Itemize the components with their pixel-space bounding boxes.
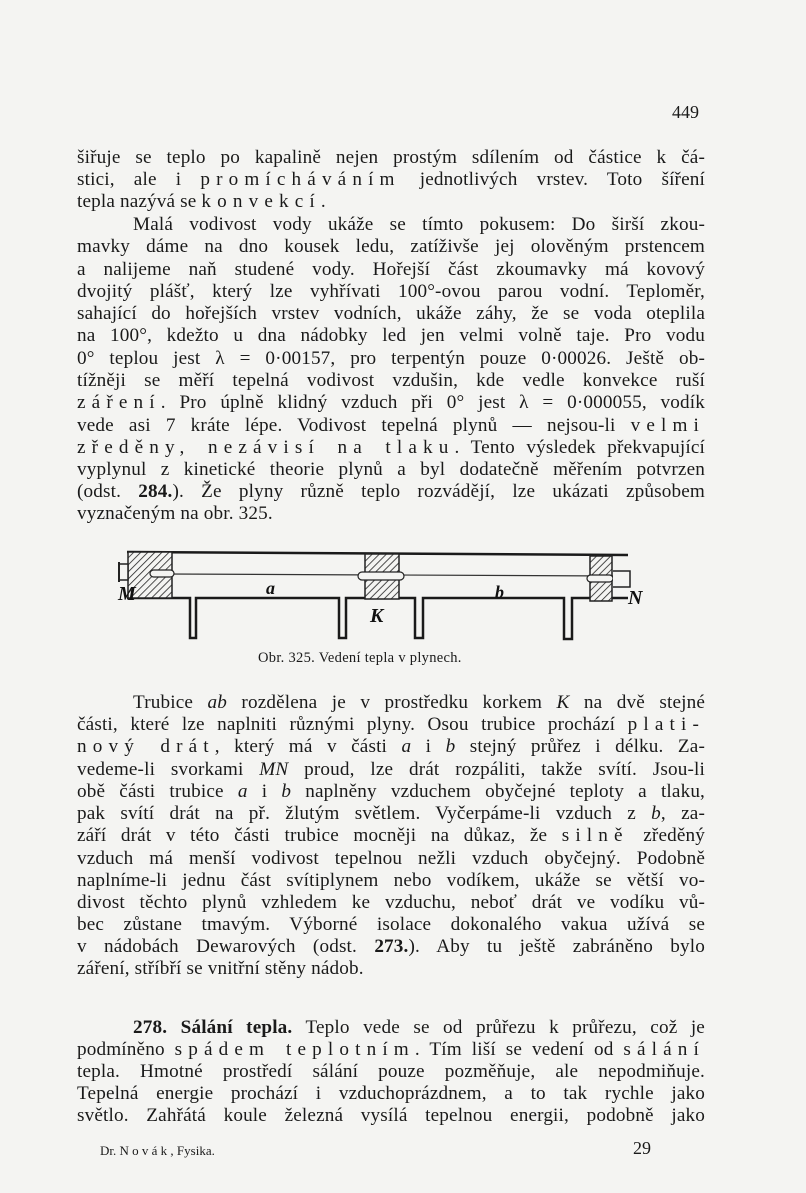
italic-symbol: a	[237, 781, 248, 802]
text-run: a nalijeme naň studené vody. Hořejší část zkoumavky má kovový	[77, 259, 705, 280]
text-run: zředěný	[628, 825, 706, 846]
text-run: vyznačeným na obr. 325.	[77, 503, 273, 524]
text-run: šiřuje se teplo po kapalině nejen prostým sdílením od částice k čá-	[77, 147, 705, 168]
text-run: i	[411, 736, 446, 757]
text-run: tepla nazývá se	[77, 191, 202, 212]
spaced-emphasis: velmi	[630, 415, 705, 436]
spaced-emphasis: silně	[561, 825, 629, 846]
text-line	[77, 348, 705, 370]
terminal-N	[613, 571, 630, 587]
text-line	[77, 1083, 705, 1105]
footer-author-name: Novák	[119, 1143, 171, 1158]
text-run: , který má v části	[214, 736, 402, 757]
text-line	[77, 1061, 705, 1083]
text-line	[77, 415, 705, 437]
text-run: divost těchto plynů vzhledem ke vzduchu, neboť drát ve vodíku vů-	[77, 892, 705, 913]
text-line	[77, 191, 705, 213]
text-line	[77, 736, 705, 758]
text-line	[77, 759, 705, 781]
text-run: bec zůstane tmavým. Výborné isolace dokonalého vakua užívá se	[77, 914, 705, 935]
text-line	[133, 1017, 705, 1039]
text-line	[77, 481, 705, 503]
text-run: 0° teplou jest λ = 0·00157, pro terpentýn pouze 0·00026. Ještě ob-	[77, 348, 705, 369]
text-run: dvojitý plášť, který lze vyhřívati 100°-ovou parou vodní. Teploměr,	[77, 281, 705, 302]
label-a: a	[266, 578, 275, 598]
text-run: stici, ale i	[77, 169, 201, 190]
text-line	[77, 281, 705, 303]
text-run: rozdělena je v prostředku korkem	[226, 692, 557, 713]
text-run: na 100°, kdežto u dna nádobky led jen velmi volně taje. Pro vodu	[77, 325, 705, 346]
text-run: (odst.	[77, 481, 139, 502]
italic-symbol: b	[651, 803, 661, 824]
text-run: podmíněno	[77, 1039, 175, 1060]
text-run: pak svítí drát na př. žlutým světlem. Vyčerpáme-li vzduch z	[77, 803, 652, 824]
text-run: vedeme-li svorkami	[77, 759, 260, 780]
text-line	[77, 437, 705, 459]
text-run: . Tím liší se vedení od	[414, 1039, 624, 1060]
spaced-emphasis: záření	[77, 392, 161, 413]
italic-symbol: a	[401, 736, 412, 757]
text-run: obě části trubice	[77, 781, 238, 802]
text-run: proud, lze drát rozpáliti, takže svítí. Jsou-li	[288, 759, 705, 780]
bold-text: 273.	[374, 936, 409, 957]
text-run: ). Aby tu ještě zabráněno bylo	[408, 936, 705, 957]
text-line	[77, 459, 705, 481]
text-line	[77, 825, 705, 847]
text-run: naplněny vzduchem obyčejné teploty a tlaku,	[291, 781, 706, 802]
spaced-emphasis: plati-	[627, 714, 705, 735]
text-line	[77, 169, 705, 191]
bold-text: 284.	[138, 481, 173, 502]
text-run: tížněji se měří tepelná vodivost vzdušin, kde vedle konvekce ruší	[77, 370, 705, 391]
label-b: b	[495, 582, 504, 602]
text-run: naplníme-li jednu část svítiplynem nebo vodíkem, ukáže se větší vo-	[77, 870, 705, 891]
italic-symbol: K	[556, 692, 570, 713]
text-line	[77, 303, 705, 325]
text-run: vede asi 7 kráte lépe. Vodivost tepelná plynů — nejsou-li	[77, 415, 631, 436]
footer-book-title: , Fysika.	[170, 1143, 215, 1158]
text-run: v nádobách Dewarových (odst.	[77, 936, 375, 957]
text-run: .	[320, 191, 326, 212]
text-line	[77, 714, 705, 736]
label-K: K	[370, 605, 384, 627]
text-run: Teplo vede se od průřezu k průřezu, což je	[292, 1017, 705, 1038]
text-run: i	[247, 781, 282, 802]
middle-wire-sleeve	[358, 572, 404, 580]
text-line	[77, 147, 705, 169]
italic-symbol: b	[281, 781, 292, 802]
right-terminal-rod	[587, 575, 613, 582]
figure-325-tube-diagram	[110, 540, 650, 650]
text-run: stejný průřez i délku. Za-	[455, 736, 705, 757]
text-line	[77, 503, 705, 525]
terminal-M	[119, 564, 128, 580]
text-run: záření, stříbří se vnitřní stěny nádob.	[77, 958, 364, 979]
text-run: vzduch má menší vodivost tepelnou nežli vzduch obyčejný. Podobně	[77, 848, 705, 869]
text-run: světlo. Zahřátá koule železná vysílá tepelnou energii, podobně jako	[77, 1105, 705, 1126]
footer-author-prefix: Dr.	[100, 1143, 120, 1158]
text-run: tepla. Hmotné prostředí sálání pouze pozměňuje, ale nepodmiňuje.	[77, 1061, 705, 1082]
spaced-emphasis: spádem teplotním	[174, 1039, 415, 1060]
text-run: Trubice	[133, 692, 208, 713]
figure-caption: Obr. 325. Vedení tepla v plynech.	[258, 650, 462, 666]
page-number: 449	[672, 102, 699, 122]
text-run: na dvě stejné	[569, 692, 706, 713]
text-run: Tepelná energie prochází i vzduchoprázdnem, a to tak rychle jako	[77, 1083, 705, 1104]
spaced-emphasis: promícháváním	[200, 169, 401, 190]
text-line	[77, 848, 705, 870]
text-run: jednotlivých vrstev. Toto šíření	[400, 169, 705, 190]
text-line	[77, 914, 705, 936]
sheet-number: 29	[633, 1138, 651, 1158]
text-run: . Pro úplně klidný vzduch při 0° jest λ = 0·000055, vodík	[160, 392, 705, 413]
spaced-emphasis: konvekcí	[201, 191, 321, 212]
label-N: N	[628, 587, 643, 609]
left-terminal-rod	[150, 570, 174, 577]
text-run: , za-	[660, 803, 705, 824]
text-line	[77, 259, 705, 281]
text-line	[133, 692, 705, 714]
text-line	[77, 781, 705, 803]
text-run: ). Že plyny různě teplo rozvádějí, lze ukázati způsobem	[172, 481, 705, 502]
text-line	[77, 870, 705, 892]
text-line	[77, 1105, 705, 1127]
text-line	[77, 936, 705, 958]
text-line	[77, 892, 705, 914]
text-line	[77, 392, 705, 414]
text-line	[77, 236, 705, 258]
text-run: vyplynul z kinetické theorie plynů a byl dodatečně měřením potvrzen	[77, 459, 705, 480]
spaced-emphasis: sálání	[623, 1039, 705, 1060]
italic-symbol: b	[445, 736, 456, 757]
italic-symbol: MN	[259, 759, 289, 780]
spaced-emphasis: zředěny, nezávisí na tlaku	[77, 437, 455, 458]
text-run: sahající do hořejších vrstev vodních, ukáže záhy, že se voda oteplila	[77, 303, 705, 324]
footer-signature	[100, 1143, 215, 1159]
spaced-emphasis: nový drát	[77, 736, 215, 757]
label-M: M	[118, 583, 136, 605]
text-line	[77, 803, 705, 825]
text-run: části, které lze naplniti různými plyny. Osou trubice prochází	[77, 714, 628, 735]
text-run: mavky dáme na dno kousek ledu, zatíživše jej olověným prstencem	[77, 236, 705, 257]
text-line	[133, 214, 705, 236]
italic-symbol: ab	[207, 692, 227, 713]
bold-text: 278. Sálání tepla.	[133, 1017, 293, 1038]
text-line	[77, 325, 705, 347]
text-run: Malá vodivost vody ukáže se tímto pokusem: Do širší zkou-	[133, 214, 705, 235]
text-run: září drát v této části trubice mocněji na důkaz, že	[77, 825, 562, 846]
text-line	[77, 370, 705, 392]
text-line	[77, 1039, 705, 1061]
text-run: . Tento výsledek překvapující	[454, 437, 705, 458]
text-line	[77, 958, 705, 980]
